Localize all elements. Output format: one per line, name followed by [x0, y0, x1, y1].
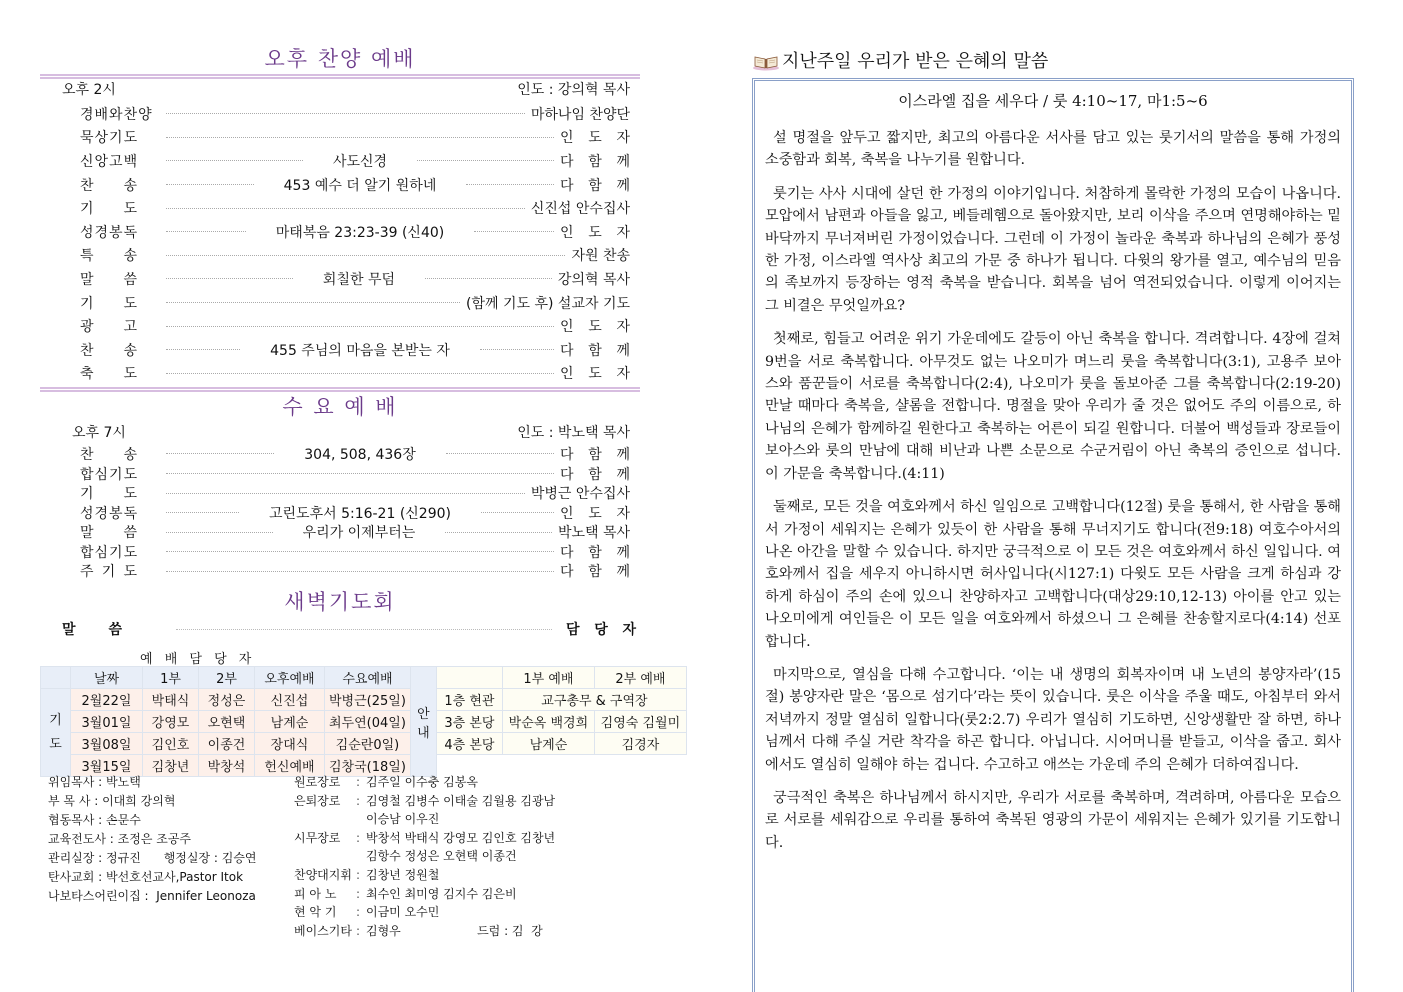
sermon-paragraph: 둘째로, 모든 것을 여호와께서 하신 일임으로 고백합니다(12절) 룻을 통해서, 한 사람을 통해서 가정이 세워지는 은혜가 있듯이 한 사람을 통해 무너지기도 합니다(전9:18) 여호수아서의 나온 아간을 말할 수 있습니다. 하지만 궁극적으로 이 모든 것은 여호와께서 하신 일입니다. 여호와께서 집을 세우지 아니하시면 허사입니다(시127:1) 다윗도 모든 사람을 크게 하심과 강하게 하심이 주의 손에 있으니 찬양하자고 고백합니다(대상29:10,12-13) 아이를 안고 있는 나오미에게 여인들은 이 모든 일을 여호와께서 하셨으니 그 은혜를 찬송할지로다(4:14) 선포합니다.	[765, 499, 1341, 650]
dawn-prayer-row	[40, 617, 640, 641]
staff-names: 김영철 김병수 이태술 김월용 김광남	[366, 793, 556, 808]
staff-role: 찬양대지휘	[294, 867, 352, 882]
order-right: 다 함 께	[560, 153, 631, 170]
order-center: 사도신경	[332, 153, 388, 170]
staff-line: 위임목사 : 박노택	[48, 775, 141, 789]
service-leader: 인도 : 강의혁 목사	[517, 82, 630, 98]
dawn-label: 말 씀	[62, 622, 122, 639]
order-label: 주 기 도	[80, 564, 138, 581]
sermon-section-title-text: 지난주일 우리가 받은 은혜의 말씀	[782, 51, 1049, 72]
order-label: 기 도	[80, 201, 138, 218]
service-time: 오후 2시	[62, 82, 116, 98]
order-center: 회칠한 무덤	[322, 271, 395, 288]
leader-dots	[166, 208, 525, 209]
leader-dots	[166, 551, 554, 552]
staff-line: 교육전도사 : 조정은 조공주	[48, 832, 191, 846]
order-center: 304, 508, 436장	[304, 446, 416, 463]
staff-line	[294, 773, 555, 792]
order-label: 말 씀	[80, 525, 138, 542]
order-right: (함께 기도 후) 설교자 기도	[466, 295, 630, 312]
guide-header-first: 1부 예배	[502, 667, 594, 689]
order-label: 성경봉독	[80, 505, 139, 522]
guide-place: 1층 현관	[436, 689, 502, 711]
sermon-box	[752, 78, 1354, 992]
order-row	[40, 542, 640, 562]
duty-cell: 김창년	[143, 755, 199, 777]
staff-line	[294, 829, 555, 848]
staff-sep: :	[356, 886, 361, 901]
order-row	[40, 149, 640, 173]
staff-role	[294, 847, 356, 866]
duty-cell: 김인호	[143, 733, 199, 755]
order-right: 다 함 께	[560, 564, 630, 581]
leader-dots	[446, 453, 554, 454]
order-row	[40, 362, 640, 386]
header-date: 날짜	[71, 667, 143, 689]
leader-dots	[166, 231, 246, 232]
leader-dots	[166, 160, 303, 161]
staff-line: 협동목사 : 손문수	[48, 813, 141, 827]
order-row	[40, 291, 640, 315]
staff-line: 관리실장 : 정규진 행정실장 : 김승연	[48, 851, 257, 865]
duty-row	[41, 733, 687, 755]
order-row	[40, 314, 640, 338]
order-label: 기 도	[80, 486, 138, 503]
staff-names: 김창년 정원철	[366, 867, 440, 882]
wednesday-service-title: 수 요 예 배	[282, 395, 398, 420]
order-row	[40, 338, 640, 362]
staff-line	[294, 866, 555, 885]
staff-line: 탄사교회 : 박선호선교사,Pastor Itok	[48, 870, 244, 884]
staff-role: 베이스기타	[294, 923, 352, 938]
order-label: 합심기도	[80, 466, 139, 483]
leader-dots	[166, 184, 254, 185]
guide-place: 4층 본당	[436, 733, 502, 755]
staff-role	[294, 810, 356, 829]
staff-line	[294, 810, 555, 829]
order-right: 인 도 자	[560, 224, 631, 241]
sermon-section-title	[752, 50, 1354, 74]
guide-header-place	[436, 667, 502, 689]
order-row	[40, 464, 640, 484]
staff-sep: :	[356, 830, 361, 845]
guide-cell: 김경자	[594, 733, 686, 755]
staff-names: 김항수 정성은 오현택 이종건	[366, 849, 517, 864]
staff-sep: :	[356, 867, 361, 882]
sermon-paragraph: 첫째로, 힘들고 어려운 위기 가운데에도 갈등이 아닌 축복을 합니다. 격려합니다. 4장에 걸쳐 9번을 서로 축복합니다. 아무것도 없는 나오미가 며느리 룻을 축복합니다(3:1), 고용주 보아스와 품꾼들이 서로를 축복합니다(2:4), 나오미가 룻을 돌보아준 그를 축복합니다(2:19-20) 만날 때마다 축복을, 샬롬을 전합니다. 명절을 맞아 우리가 줄 것은 없어도 주의 이름으로, 하나님의 은혜가 함께하길 원한다고 축복하는 어른이 되길 원합니다. 더불어 백성들과 장로들이 보아스와 룻의 만남에 대해 비난과 나쁜 소문으로 수군거림이 아닌 축복의 증인으로 섭니다. 이 가문을 축복합니다.(4:11)	[765, 331, 1341, 482]
staff-names: 최수인 최미영 김지수 김은비	[366, 886, 517, 901]
order-row	[40, 562, 640, 582]
staff-role: 시무장로	[294, 830, 341, 845]
duty-cell: 김순란0일)	[325, 733, 411, 755]
duty-cell: 오현택	[199, 711, 255, 733]
corner-cell	[41, 667, 71, 689]
leader-dots	[166, 571, 554, 572]
worship-order-page	[40, 44, 640, 641]
staff-sep	[356, 810, 366, 829]
duty-cell: 박창석	[199, 755, 255, 777]
duty-date: 3월15일	[71, 755, 143, 777]
leader-dots	[166, 113, 525, 114]
guide-cell: 교구총무 & 구역장	[502, 689, 686, 711]
order-label: 찬 송	[80, 177, 138, 194]
sermon-paragraph: 룻기는 사사 시대에 살던 한 가정의 이야기입니다. 처참하게 몰락한 가정의 모습이 나옵니다. 모압에서 남편과 아들을 잃고, 베들레헴으로 돌아왔지만, 보리 이삭을 주으며 연명해야하는 밑바닥까지 무너져버린 가정이었습니다. 그런데 이 가정이 놀라운 축복과 하나님의 은혜가 풍성한 가정, 이스라엘 역사상 최고의 가문 중 하나가 됩니다. 다윗의 왕가를 열고, 예수님의 믿음의 족보까지 등장하는 영적 축복을 받습니다. 회복을 넘어 역전되었습니다. 이렇게 이어지는 그 비결은 무엇일까요?	[765, 185, 1341, 314]
duty-row	[41, 711, 687, 733]
leader-dots	[166, 302, 460, 303]
duty-row	[41, 689, 687, 711]
staff-role: 원로장로	[294, 775, 341, 789]
duty-date: 3월01일	[71, 711, 143, 733]
leader-dots	[176, 629, 552, 630]
sermon-paragraph: 설 명절을 앞두고 짧지만, 최고의 아름다운 서사를 담고 있는 룻기서의 말씀을 통해 가정의 소중함과 회복, 축복을 나누기를 원합니다.	[765, 130, 1341, 169]
order-row	[40, 220, 640, 244]
duty-cell: 장대식	[255, 733, 325, 755]
leader-dots	[166, 255, 565, 256]
duty-cell: 이종건	[199, 733, 255, 755]
order-row	[40, 523, 640, 543]
order-center: 마태복음 23:23-39 (신40)	[275, 224, 445, 241]
order-center: 453 예수 더 알기 원하네	[283, 177, 437, 194]
duty-table	[40, 666, 687, 777]
staff-sep: :	[356, 775, 361, 789]
order-right: 인 도 자	[560, 319, 630, 336]
leader-dots	[166, 137, 554, 138]
staff-sep: :	[356, 793, 361, 808]
sermon-paragraph: 궁극적인 축복은 하나님께서 하시지만, 우리가 서로를 축복하며, 격려하며, 아름다운 모습으로 서로를 세워감으로 우리를 통하여 축복된 영광의 가문이 세워지는 은혜가 있기를 기도합니다.	[765, 789, 1341, 851]
service-leader: 인도 : 박노택 목사	[517, 425, 630, 442]
duty-cell: 강영모	[143, 711, 199, 733]
order-label: 신앙고백	[80, 153, 139, 170]
duty-cell: 김창국(18일)	[325, 755, 411, 777]
guide-header-second: 2부 예배	[594, 667, 686, 689]
prayer-side-label: 기 도	[41, 689, 71, 777]
order-right: 자원 찬송	[571, 248, 630, 265]
order-row	[40, 173, 640, 197]
guide-cell: 남계순	[502, 733, 594, 755]
order-label: 말 씀	[80, 271, 138, 288]
order-right: 강의혁 목사	[557, 271, 630, 288]
staff-names: 김형우 드럼 : 김 강	[366, 923, 543, 938]
staff-list-left	[48, 773, 257, 906]
leader-dots	[166, 278, 293, 279]
leader-dots	[166, 493, 525, 494]
staff-sep	[356, 847, 366, 866]
staff-sep: :	[356, 905, 361, 920]
duty-cell: 박병근(25일)	[325, 689, 411, 711]
order-right: 신진섭 안수집사	[530, 201, 630, 218]
afternoon-service-meta	[40, 79, 640, 102]
staff-line	[294, 903, 555, 922]
order-row	[40, 267, 640, 291]
order-row	[40, 244, 640, 268]
leader-dots	[417, 160, 554, 161]
order-right: 인 도 자	[560, 130, 630, 147]
staff-line	[294, 885, 555, 904]
order-center: 우리가 이제부터는	[302, 525, 416, 542]
order-right: 박노택 목사	[557, 525, 631, 542]
staff-line	[294, 847, 555, 866]
staff-line	[294, 792, 555, 811]
staff-line: 나보타스어린이집 : Jennifer Leonoza	[48, 889, 256, 903]
duty-date: 3월08일	[71, 733, 143, 755]
order-right: 인 도 자	[560, 366, 630, 383]
order-label: 묵상기도	[80, 130, 139, 147]
order-label: 축 도	[80, 366, 138, 383]
order-label: 찬 송	[80, 446, 138, 463]
duty-cell: 최두연(04일)	[325, 711, 411, 733]
staff-list-right	[294, 773, 555, 940]
order-right: 다 함 께	[560, 342, 631, 359]
duty-cell: 남계순	[255, 711, 325, 733]
duty-table-caption: 예 배 담 당 자	[140, 652, 256, 667]
order-row	[40, 444, 640, 464]
order-label: 성경봉독	[80, 224, 139, 241]
leader-dots	[466, 184, 554, 185]
order-right: 인 도 자	[560, 505, 630, 522]
staff-names: 이금미 오수민	[366, 905, 440, 920]
wednesday-service	[40, 392, 640, 581]
order-right: 다 함 께	[560, 544, 630, 561]
order-center: 455 주님의 마음을 본받는 자	[270, 342, 450, 359]
guide-place: 3층 본당	[436, 711, 502, 733]
order-right: 다 함 께	[560, 177, 630, 194]
leader-dots	[481, 512, 554, 513]
guide-side-label: 안 내	[410, 667, 436, 777]
order-row	[40, 102, 640, 126]
duty-date: 2월22일	[71, 689, 143, 711]
header-wednesday: 수요예배	[325, 667, 411, 689]
duty-cell: 정성은	[199, 689, 255, 711]
order-row	[40, 196, 640, 220]
order-right: 다 함 께	[560, 466, 630, 483]
afternoon-order-list	[40, 102, 640, 385]
leader-dots	[166, 373, 554, 374]
leader-dots	[474, 231, 554, 232]
header-first: 1부	[143, 667, 199, 689]
duty-cell: 신진섭	[255, 689, 325, 711]
sermon-heading: 이스라엘 집을 세우다 / 룻 4:10~17, 마1:5~6	[898, 92, 1208, 110]
order-label: 광 고	[80, 319, 138, 336]
staff-role: 현 악 기	[294, 905, 337, 920]
staff-role: 피 아 노	[294, 886, 337, 901]
order-right: 박병근 안수집사	[530, 486, 630, 503]
leader-dots	[445, 532, 552, 533]
sermon-body	[765, 127, 1341, 854]
order-right: 마하나임 찬양단	[530, 106, 630, 123]
guide-cell: 김영숙 김월미	[594, 711, 686, 733]
guide-cell: 박순옥 백경희	[502, 711, 594, 733]
staff-names: 김주일 이수충 김봉옥	[366, 775, 478, 789]
order-right: 다 함 께	[560, 446, 630, 463]
staff-names: 이승남 이우진	[366, 812, 440, 827]
leader-dots	[166, 349, 240, 350]
duty-cell: 헌신예배	[255, 755, 325, 777]
order-row	[40, 483, 640, 503]
staff-sep: :	[356, 923, 361, 938]
order-label: 특 송	[80, 248, 138, 265]
book-icon	[752, 54, 780, 70]
header-afternoon: 오후예배	[255, 667, 325, 689]
staff-line: 부 목 사 : 이대희 강의혁	[48, 794, 176, 808]
duty-cell: 박태식	[143, 689, 199, 711]
service-time: 오후 7시	[72, 425, 126, 442]
leader-dots	[166, 532, 273, 533]
staff-names: 박창석 박태식 강영모 김인호 김창년	[366, 830, 556, 845]
leader-dots	[425, 278, 552, 279]
order-row	[40, 503, 640, 523]
order-center: 고린도후서 5:16-21 (신290)	[269, 505, 451, 522]
order-label: 기 도	[80, 295, 138, 312]
order-label: 경배와찬양	[80, 106, 153, 123]
order-row	[40, 126, 640, 150]
duty-header-row	[41, 667, 687, 689]
afternoon-service-title: 오후 찬양 예배	[264, 47, 416, 71]
order-label: 합심기도	[80, 544, 139, 561]
staff-role: 은퇴장로	[294, 793, 341, 808]
leader-dots	[480, 349, 554, 350]
sermon-paragraph: 마지막으로, 열심을 다해 수고합니다. ‘이는 내 생명의 회복자이며 내 노년의 봉양자라’(15절) 봉양자란 말은 ‘몸으로 섬기다’라는 뜻이 있습니다. 룻은 이삭을 주울 때도, 아침부터 와서 저녁까지 정말 열심히 일합니다(룻2:2.7) 우리가 열심히 기도하면, 신앙생활만 잘 하면, 하나님께서 다해 주실 거란 착각을 하곤 합니다. 아닙니다. 시어머니를 받들고, 이삭을 줍고. 회사에서도 열심히 일해야 하는 겁니다. 수고하고 애쓰는 가운데 주의 은혜가 더하여집니다.	[765, 666, 1341, 773]
leader-dots	[166, 512, 239, 513]
sermon-page	[752, 50, 1354, 851]
leader-dots	[166, 473, 554, 474]
staff-line	[294, 922, 555, 941]
header-second: 2부	[199, 667, 255, 689]
leader-dots	[166, 326, 554, 327]
order-label: 찬 송	[80, 342, 138, 359]
wednesday-order-list	[40, 444, 640, 581]
dawn-right: 담 당 자	[566, 622, 636, 639]
leader-dots	[166, 453, 274, 454]
dawn-prayer-title: 새벽기도회	[284, 590, 396, 615]
wednesday-service-meta	[40, 422, 640, 444]
